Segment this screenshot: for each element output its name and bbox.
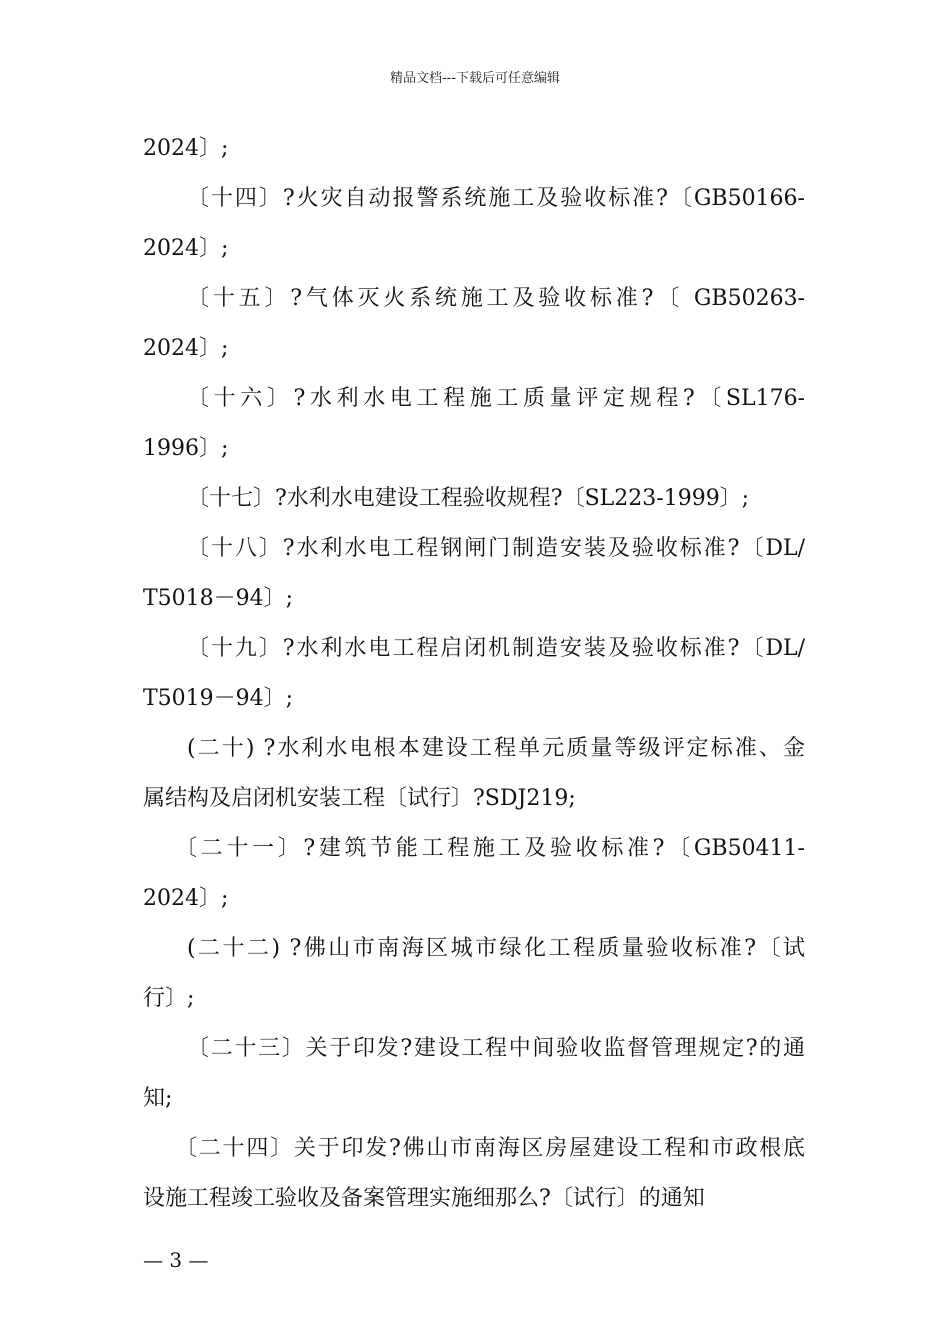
text-line: 〔十五〕?气体灭火系统施工及验收标准?〔 GB50263- bbox=[187, 286, 805, 311]
text-line: 〔二十三〕关于印发?建设工程中间验收监督管理规定?的通 bbox=[187, 1036, 805, 1061]
text-line: 〔十四〕?火灾自动报警系统施工及验收标准?〔GB50166- bbox=[187, 186, 805, 211]
text-line: 2024〕; bbox=[143, 886, 229, 911]
page-header: 精品文档---下载后可任意编辑 bbox=[389, 71, 561, 86]
text-line: 设施工程竣工验收及备案管理实施细那么?〔试行〕的通知 bbox=[143, 1186, 705, 1211]
text-line: (二十) ?水利水电根本建设工程单元质量等级评定标准、金 bbox=[187, 736, 805, 761]
text-line: 行〕; bbox=[143, 986, 195, 1011]
text-line: 1996〕; bbox=[143, 436, 229, 461]
text-line: 知; bbox=[143, 1086, 173, 1111]
text-line: T5018－94〕; bbox=[143, 586, 294, 611]
text-line: 〔二十四〕关于印发?佛山市南海区房屋建设工程和市政根底 bbox=[175, 1136, 805, 1161]
text-line: 〔十七〕?水利水电建设工程验收规程?〔SL223-1999〕; bbox=[187, 486, 750, 511]
text-line: T5019－94〕; bbox=[143, 686, 294, 711]
text-line: 〔十九〕?水利水电工程启闭机制造安装及验收标准?〔DL/ bbox=[187, 636, 805, 661]
page-number: — 3 — bbox=[143, 1248, 209, 1272]
text-line: 〔十六〕?水利水电工程施工质量评定规程?〔SL176- bbox=[187, 386, 805, 411]
text-line: 2024〕; bbox=[143, 236, 229, 261]
text-line: 属结构及启闭机安装工程〔试行〕?SDJ219; bbox=[143, 786, 576, 811]
text-line: (二十二) ?佛山市南海区城市绿化工程质量验收标准?〔试 bbox=[187, 936, 805, 961]
text-line: 2024〕; bbox=[143, 336, 229, 361]
text-line: 〔十八〕?水利水电工程钢闸门制造安装及验收标准?〔DL/ bbox=[187, 536, 805, 561]
text-line: 〔二十一〕?建筑节能工程施工及验收标准?〔GB50411- bbox=[175, 836, 805, 861]
text-line: 2024〕; bbox=[143, 136, 229, 161]
